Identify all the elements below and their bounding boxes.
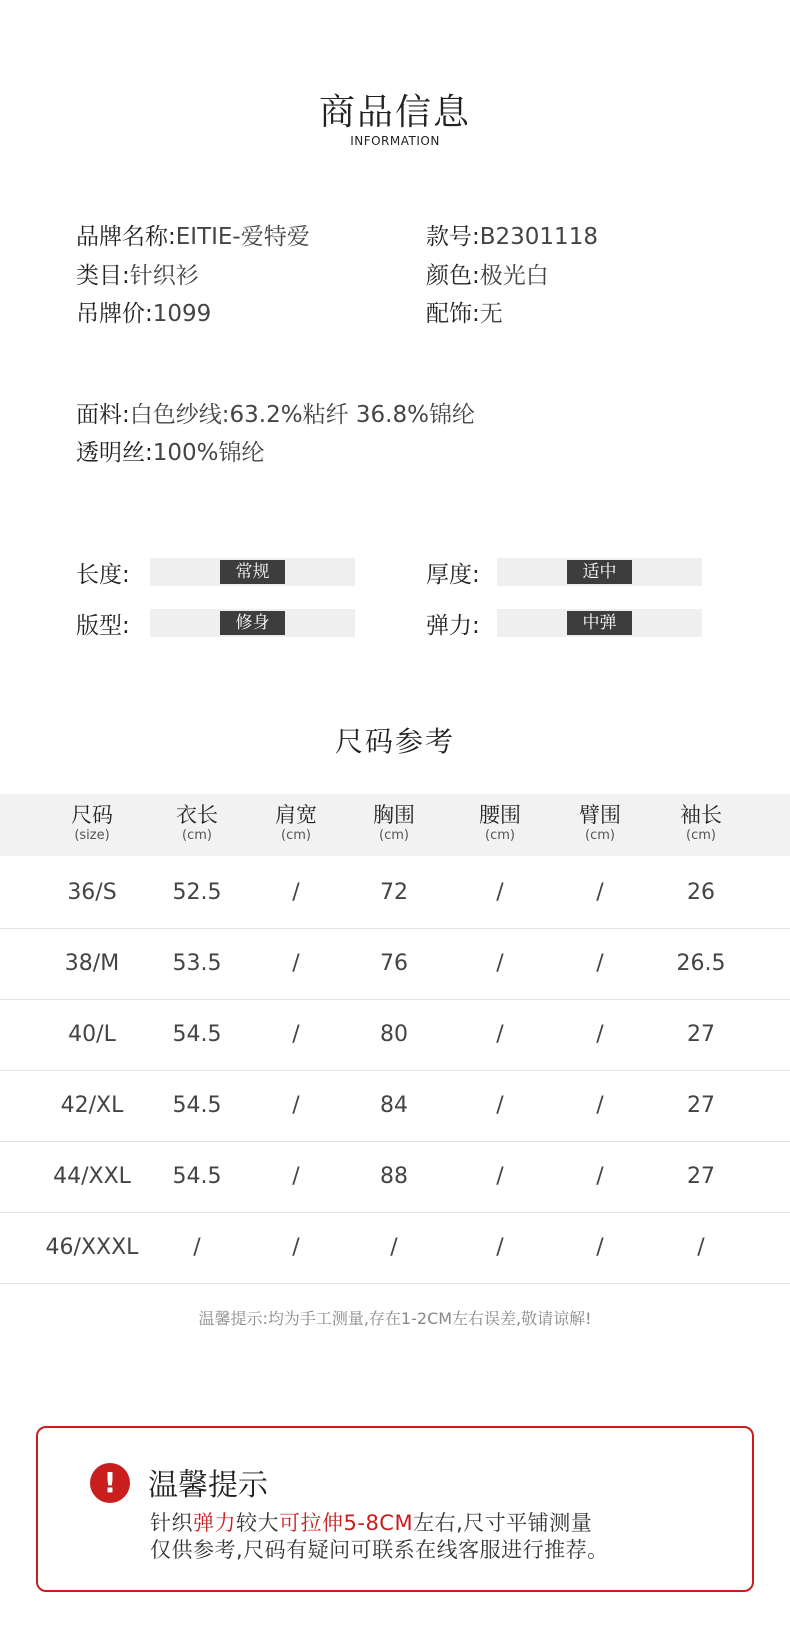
tip-highlight: 可拉伸5-8CM: [279, 1511, 414, 1535]
fabric-row: [76, 396, 475, 434]
tip-text: 针织: [150, 1511, 193, 1535]
table-cell: /: [596, 1022, 604, 1047]
sheer-row: [76, 434, 265, 472]
tip-text: 较大: [236, 1511, 279, 1535]
table-cell: 52.5: [172, 880, 222, 905]
table-cell: 54.5: [172, 1164, 222, 1189]
accessory-row: [426, 295, 503, 333]
table-row: [0, 1213, 790, 1284]
tip-line-1: [150, 1507, 592, 1537]
fit-label: 版型:: [76, 613, 130, 639]
accessory-label: 配饰:: [426, 301, 480, 327]
table-cell: 54.5: [172, 1093, 222, 1118]
page-subtitle: INFORMATION: [350, 134, 440, 148]
table-cell: /: [496, 1022, 504, 1047]
table-cell: 72: [380, 880, 408, 905]
price-label: 吊牌价:: [76, 301, 153, 327]
table-cell: /: [496, 951, 504, 976]
header-arm: 臂围 (cm): [579, 803, 621, 843]
category-row: [76, 257, 199, 295]
table-cell: 27: [687, 1022, 715, 1047]
table-cell: /: [292, 1164, 300, 1189]
style-no-row: [426, 218, 598, 256]
size-table-header: [0, 794, 790, 856]
table-cell: 84: [380, 1093, 408, 1118]
header-shoulder: 肩宽 (cm): [275, 803, 317, 843]
price-row: [76, 295, 211, 333]
style-no-value: B2301118: [479, 224, 598, 250]
color-value: 极光白: [479, 263, 549, 289]
table-cell: 46/XXXL: [45, 1235, 139, 1260]
length-marker: 常规: [220, 560, 285, 584]
color-row: [426, 257, 549, 295]
fit-marker: 修身: [220, 611, 285, 635]
measurement-note: 温馨提示:均为手工测量,存在1-2CM左右误差,敬请谅解!: [198, 1309, 592, 1328]
table-row: [0, 929, 790, 1000]
table-row: [0, 1071, 790, 1142]
header-size: 尺码 (size): [71, 803, 113, 843]
table-cell: /: [496, 880, 504, 905]
table-cell: /: [292, 951, 300, 976]
sheer-label: 透明丝:: [76, 440, 153, 466]
table-cell: /: [496, 1164, 504, 1189]
table-cell: /: [496, 1235, 504, 1260]
price-value: 1099: [152, 301, 212, 327]
color-label: 颜色:: [426, 263, 480, 289]
header-length: 衣长 (cm): [176, 803, 218, 843]
fit-scale: [150, 609, 355, 637]
header-waist: 腰围 (cm): [479, 803, 521, 843]
brand-value: EITIE-爱特爱: [175, 224, 310, 250]
table-cell: /: [292, 1093, 300, 1118]
page-title: 商品信息: [318, 92, 471, 133]
header-chest: 胸围 (cm): [373, 803, 415, 843]
elasticity-scale: [497, 609, 702, 637]
size-chart-title: 尺码参考: [334, 725, 455, 758]
style-no-label: 款号:: [426, 224, 480, 250]
category-label: 类目:: [76, 263, 130, 289]
table-cell: 40/L: [68, 1022, 116, 1047]
table-cell: 38/M: [64, 951, 120, 976]
table-cell: /: [496, 1093, 504, 1118]
table-cell: 53.5: [172, 951, 222, 976]
table-cell: /: [292, 1235, 300, 1260]
table-row: [0, 1142, 790, 1213]
table-row: [0, 1000, 790, 1071]
table-cell: 44/XXL: [53, 1164, 131, 1189]
thickness-marker: 适中: [567, 560, 632, 584]
table-cell: /: [596, 1093, 604, 1118]
table-cell: /: [596, 1164, 604, 1189]
brand-row: [76, 218, 310, 256]
brand-label: 品牌名称:: [76, 224, 176, 250]
table-cell: 88: [380, 1164, 408, 1189]
table-cell: 80: [380, 1022, 408, 1047]
elasticity-label: 弹力:: [426, 613, 480, 639]
table-cell: 26: [687, 880, 715, 905]
tip-highlight: 弹力: [193, 1511, 236, 1535]
table-cell: 54.5: [172, 1022, 222, 1047]
tip-text: 左右,尺寸平铺测量: [413, 1511, 593, 1535]
table-cell: /: [596, 951, 604, 976]
table-cell: 27: [687, 1093, 715, 1118]
tip-line-2: 仅供参考,尺码有疑问可联系在线客服进行推荐。: [150, 1538, 609, 1562]
table-cell: 42/XL: [60, 1093, 124, 1118]
table-cell: /: [596, 880, 604, 905]
exclamation-icon: !: [90, 1463, 130, 1503]
thickness-scale: [497, 558, 702, 586]
table-cell: /: [193, 1235, 201, 1260]
tip-title: 温馨提示: [148, 1468, 268, 1503]
table-cell: 26.5: [676, 951, 726, 976]
table-cell: /: [390, 1235, 398, 1260]
table-cell: 36/S: [67, 880, 117, 905]
table-cell: /: [596, 1235, 604, 1260]
elasticity-marker: 中弹: [567, 611, 632, 635]
sheer-value: 100%锦纶: [152, 440, 265, 466]
table-row: [0, 858, 790, 929]
length-scale: [150, 558, 355, 586]
table-cell: 27: [687, 1164, 715, 1189]
category-value: 针织衫: [129, 263, 199, 289]
fabric-value: 白色纱线:63.2%粘纤 36.8%锦纶: [129, 402, 475, 428]
table-cell: /: [292, 880, 300, 905]
accessory-value: 无: [479, 301, 503, 327]
header-sleeve: 袖长 (cm): [680, 803, 722, 843]
table-cell: 76: [380, 951, 408, 976]
thickness-label: 厚度:: [426, 562, 480, 588]
table-cell: /: [697, 1235, 705, 1260]
table-cell: /: [292, 1022, 300, 1047]
length-label: 长度:: [76, 562, 130, 588]
fabric-label: 面料:: [76, 402, 130, 428]
